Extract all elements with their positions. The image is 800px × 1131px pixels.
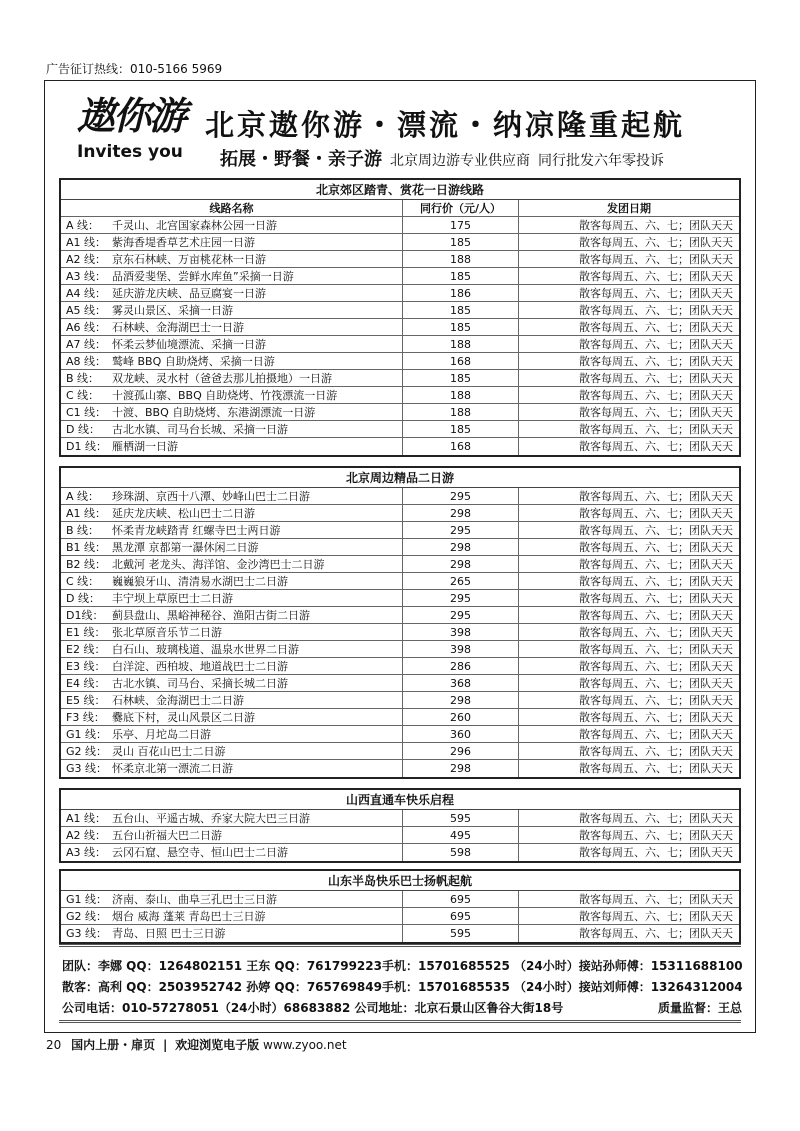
route-row bbox=[61, 827, 739, 844]
route-dates: 散客每周五、六、七；团队天天 bbox=[579, 711, 733, 724]
tagline-supplier: 北京周边游专业供应商 bbox=[390, 153, 530, 169]
contact-company bbox=[62, 998, 742, 1019]
route-cell bbox=[61, 370, 403, 386]
page-headline: 北京遨你游・漂流・纳凉隆重起航 bbox=[205, 108, 686, 142]
route-code: A8 线： bbox=[66, 355, 107, 368]
route-code: G3 线： bbox=[66, 927, 108, 940]
route-row bbox=[61, 251, 739, 268]
route-row bbox=[61, 556, 739, 573]
route-row bbox=[61, 488, 739, 505]
route-price: 188 bbox=[403, 336, 519, 352]
route-cell bbox=[61, 217, 403, 233]
route-price: 298 bbox=[403, 539, 519, 555]
section-shanxi bbox=[59, 788, 741, 863]
route-code: G1 线： bbox=[66, 728, 108, 741]
route-dates: 散客每周五、六、七；团队天天 bbox=[579, 910, 733, 923]
route-dates: 散客每周五、六、七；团队天天 bbox=[579, 643, 733, 656]
route-dates: 散客每周五、六、七；团队天天 bbox=[579, 304, 733, 317]
route-dates: 散客每周五、六、七；团队天天 bbox=[579, 829, 733, 842]
route-code: A6 线： bbox=[66, 321, 107, 334]
route-price: 595 bbox=[403, 925, 519, 942]
contact-individual: 散客：高利 QQ：2503952742 孙婷 QQ：765769849手机：15701685535 （24小时）接站刘师傅：13264312004 bbox=[62, 980, 743, 994]
route-name: 云冈石窟、悬空寺、恒山巴士二日游 bbox=[112, 846, 288, 859]
route-price: 695 bbox=[403, 908, 519, 924]
route-code: E2 线： bbox=[66, 643, 106, 656]
section-title: 山东半岛快乐巴士扬帆起航 bbox=[61, 871, 739, 891]
route-name: 千灵山、北宫国家森林公园一日游 bbox=[112, 219, 277, 232]
route-price: 185 bbox=[403, 370, 519, 386]
route-price: 188 bbox=[403, 387, 519, 403]
footer-section: 国内上册・扉页 bbox=[71, 1038, 156, 1052]
section-title: 山西直通车快乐启程 bbox=[61, 790, 739, 810]
route-name: 石林峡、金海湖巴士二日游 bbox=[112, 694, 244, 707]
route-row bbox=[61, 675, 739, 692]
route-code: A 线： bbox=[66, 490, 100, 503]
route-dates: 散客每周五、六、七；团队天天 bbox=[579, 660, 733, 673]
route-price: 295 bbox=[403, 488, 519, 504]
footer-url[interactable]: www.zyoo.net bbox=[263, 1038, 347, 1052]
route-price: 295 bbox=[403, 522, 519, 538]
route-price: 298 bbox=[403, 760, 519, 777]
route-dates: 散客每周五、六、七；团队天天 bbox=[579, 694, 733, 707]
route-code: B1 线： bbox=[66, 541, 107, 554]
section-title: 北京周边精品二日游 bbox=[61, 468, 739, 488]
route-row bbox=[61, 302, 739, 319]
route-price: 295 bbox=[403, 590, 519, 606]
route-cell bbox=[61, 488, 403, 504]
route-price: 695 bbox=[403, 891, 519, 907]
route-row bbox=[61, 268, 739, 285]
route-cell bbox=[61, 251, 403, 267]
route-code: B 线： bbox=[66, 372, 100, 385]
route-price: 175 bbox=[403, 217, 519, 233]
route-name: 延庆龙庆峡、松山巴士二日游 bbox=[112, 507, 255, 520]
route-price: 265 bbox=[403, 573, 519, 589]
route-price: 398 bbox=[403, 624, 519, 640]
quality-supervisor: 质量监督：王总 bbox=[657, 1001, 742, 1015]
route-code: D 线： bbox=[66, 592, 100, 605]
route-price: 185 bbox=[403, 302, 519, 318]
route-price: 168 bbox=[403, 353, 519, 369]
route-name: 京东石林峡、万亩桃花林一日游 bbox=[112, 253, 266, 266]
brand-logo bbox=[77, 93, 197, 172]
route-dates: 散客每周五、六、七；团队天天 bbox=[579, 338, 733, 351]
route-row bbox=[61, 387, 739, 404]
route-price: 295 bbox=[403, 607, 519, 623]
route-cell bbox=[61, 844, 403, 861]
route-row bbox=[61, 709, 739, 726]
route-row bbox=[61, 726, 739, 743]
section-day-trips bbox=[59, 178, 741, 457]
route-cell bbox=[61, 908, 403, 924]
route-dates: 散客每周五、六、七；团队天天 bbox=[579, 541, 733, 554]
route-cell bbox=[61, 336, 403, 352]
route-cell bbox=[61, 353, 403, 369]
route-price: 186 bbox=[403, 285, 519, 301]
route-code: A4 线： bbox=[66, 287, 107, 300]
route-dates: 散客每周五、六、七；团队天天 bbox=[579, 609, 733, 622]
divider bbox=[59, 944, 741, 947]
route-row bbox=[61, 522, 739, 539]
route-name: 烟台 威海 蓬莱 青岛巴士三日游 bbox=[112, 910, 266, 923]
column-dates: 发团日期 bbox=[607, 202, 651, 215]
route-dates: 散客每周五、六、七；团队天天 bbox=[579, 287, 733, 300]
route-name: 雁栖湖一日游 bbox=[112, 440, 178, 453]
route-code: E3 线： bbox=[66, 660, 106, 673]
route-price: 360 bbox=[403, 726, 519, 742]
route-code: E1 线： bbox=[66, 626, 106, 639]
route-dates: 散客每周五、六、七；团队天天 bbox=[579, 893, 733, 906]
route-name: 延庆游龙庆峡、品豆腐宴一日游 bbox=[112, 287, 266, 300]
tagline bbox=[220, 145, 664, 171]
route-row bbox=[61, 234, 739, 251]
route-dates: 散客每周五、六、七；团队天天 bbox=[579, 558, 733, 571]
route-price: 495 bbox=[403, 827, 519, 843]
route-row bbox=[61, 743, 739, 760]
route-name: 雾灵山景区、采摘一日游 bbox=[112, 304, 233, 317]
route-code: C 线： bbox=[66, 389, 100, 402]
route-cell bbox=[61, 556, 403, 572]
route-name: 古北水镇、司马台长城、采摘一日游 bbox=[112, 423, 288, 436]
route-row bbox=[61, 421, 739, 438]
route-row bbox=[61, 370, 739, 387]
route-row bbox=[61, 353, 739, 370]
route-row bbox=[61, 624, 739, 641]
route-cell bbox=[61, 505, 403, 521]
route-dates: 散客每周五、六、七；团队天天 bbox=[579, 592, 733, 605]
route-name: 张北草原音乐节二日游 bbox=[112, 626, 222, 639]
route-row bbox=[61, 925, 739, 942]
route-price: 286 bbox=[403, 658, 519, 674]
route-price: 298 bbox=[403, 692, 519, 708]
route-price: 398 bbox=[403, 641, 519, 657]
route-dates: 散客每周五、六、七；团队天天 bbox=[579, 846, 733, 859]
route-row bbox=[61, 438, 739, 455]
column-route: 线路名称 bbox=[61, 200, 403, 216]
route-price: 168 bbox=[403, 438, 519, 455]
route-dates: 散客每周五、六、七；团队天天 bbox=[579, 507, 733, 520]
route-cell bbox=[61, 268, 403, 284]
page-footer bbox=[46, 1036, 347, 1053]
route-dates: 散客每周五、六、七；团队天天 bbox=[579, 626, 733, 639]
section-two-day-trips bbox=[59, 466, 741, 779]
route-dates: 散客每周五、六、七；团队天天 bbox=[579, 745, 733, 758]
route-cell bbox=[61, 658, 403, 674]
route-price: 260 bbox=[403, 709, 519, 725]
route-price: 298 bbox=[403, 505, 519, 521]
route-price: 298 bbox=[403, 556, 519, 572]
route-cell bbox=[61, 387, 403, 403]
ad-hotline: 广告征订热线：010-5166 5969 bbox=[46, 62, 223, 76]
route-code: A3 线： bbox=[66, 270, 107, 283]
route-price: 185 bbox=[403, 234, 519, 250]
route-name: 十渡、BBQ 自助烧烤、东港湖漂流一日游 bbox=[112, 406, 316, 419]
route-code: A1 线： bbox=[66, 236, 107, 249]
route-cell bbox=[61, 675, 403, 691]
route-name: 珍珠湖、京西十八潭、妙峰山巴士二日游 bbox=[112, 490, 310, 503]
route-dates: 散客每周五、六、七；团队天天 bbox=[579, 490, 733, 503]
route-row bbox=[61, 607, 739, 624]
route-dates: 散客每周五、六、七；团队天天 bbox=[579, 236, 733, 249]
route-cell bbox=[61, 827, 403, 843]
route-dates: 散客每周五、六、七；团队天天 bbox=[579, 677, 733, 690]
route-dates: 散客每周五、六、七；团队天天 bbox=[579, 440, 733, 453]
route-cell bbox=[61, 438, 403, 455]
route-name: 鹫峰 BBQ 自助烧烤、采摘一日游 bbox=[112, 355, 275, 368]
route-name: 济南、泰山、曲阜三孔巴士三日游 bbox=[112, 893, 277, 906]
route-name: 古北水镇、司马台、采摘长城二日游 bbox=[112, 677, 288, 690]
route-name: 五台山祈福大巴二日游 bbox=[112, 829, 222, 842]
route-dates: 散客每周五、六、七；团队天天 bbox=[579, 812, 733, 825]
section-shandong bbox=[59, 869, 741, 944]
route-row bbox=[61, 844, 739, 861]
route-dates: 散客每周五、六、七；团队天天 bbox=[579, 321, 733, 334]
route-code: A2 线： bbox=[66, 829, 107, 842]
route-row bbox=[61, 505, 739, 522]
route-dates: 散客每周五、六、七；团队天天 bbox=[579, 219, 733, 232]
route-row bbox=[61, 891, 739, 908]
route-name: 怀柔京北第一漂流二日游 bbox=[112, 762, 233, 775]
logo-english: Invites you bbox=[77, 142, 183, 162]
company-phone-address: 公司电话：010-57278051（24小时）68683882 公司地址：北京石景山区鲁谷大街18号 bbox=[62, 1001, 564, 1015]
route-name: 紫海香堤香草艺术庄园一日游 bbox=[112, 236, 255, 249]
route-code: C1 线： bbox=[66, 406, 107, 419]
route-cell bbox=[61, 810, 403, 826]
route-name: 乐亭、月坨岛二日游 bbox=[112, 728, 211, 741]
route-row bbox=[61, 336, 739, 353]
route-code: A7 线： bbox=[66, 338, 107, 351]
route-row bbox=[61, 760, 739, 777]
route-cell bbox=[61, 692, 403, 708]
route-name: 巍巍狼牙山、清清易水湖巴士二日游 bbox=[112, 575, 288, 588]
route-cell bbox=[61, 522, 403, 538]
route-code: A2 线： bbox=[66, 253, 107, 266]
route-row bbox=[61, 590, 739, 607]
route-row bbox=[61, 641, 739, 658]
column-header-row bbox=[61, 200, 739, 217]
route-price: 188 bbox=[403, 251, 519, 267]
route-name: 蓟县盘山、黑峪神秘谷、渔阳古街二日游 bbox=[112, 609, 310, 622]
route-name: 黑龙潭 京都第一瀑休闲二日游 bbox=[112, 541, 259, 554]
route-name: 白石山、玻璃栈道、温泉水世界二日游 bbox=[112, 643, 299, 656]
route-cell bbox=[61, 539, 403, 555]
route-row bbox=[61, 810, 739, 827]
route-cell bbox=[61, 760, 403, 777]
route-code: D1 线： bbox=[66, 440, 107, 453]
route-cell bbox=[61, 590, 403, 606]
route-code: D1线： bbox=[66, 609, 104, 622]
route-code: B 线： bbox=[66, 524, 100, 537]
route-dates: 散客每周五、六、七；团队天天 bbox=[579, 423, 733, 436]
contact-team: 团队：李娜 QQ：1264802151 王东 QQ：761799223手机：15701685525 （24小时）接站孙师傅：15311688100 bbox=[62, 959, 743, 973]
route-row bbox=[61, 539, 739, 556]
route-cell bbox=[61, 925, 403, 942]
route-dates: 散客每周五、六、七；团队天天 bbox=[579, 406, 733, 419]
route-dates: 散客每周五、六、七；团队天天 bbox=[579, 389, 733, 402]
route-dates: 散客每周五、六、七；团队天天 bbox=[579, 575, 733, 588]
route-name: 十渡孤山寨、BBQ 自助烧烤、竹筏漂流一日游 bbox=[112, 389, 338, 402]
route-code: D 线： bbox=[66, 423, 100, 436]
route-code: G3 线： bbox=[66, 762, 108, 775]
route-price: 185 bbox=[403, 319, 519, 335]
route-price: 188 bbox=[403, 404, 519, 420]
route-row bbox=[61, 658, 739, 675]
route-name: 怀柔云梦仙境漂流、采摘一日游 bbox=[112, 338, 266, 351]
route-cell bbox=[61, 891, 403, 907]
route-dates: 散客每周五、六、七；团队天天 bbox=[579, 728, 733, 741]
route-cell bbox=[61, 285, 403, 301]
page-number: 20 bbox=[46, 1038, 62, 1052]
route-dates: 散客每周五、六、七；团队天天 bbox=[579, 524, 733, 537]
route-cell bbox=[61, 641, 403, 657]
route-price: 185 bbox=[403, 268, 519, 284]
route-price: 595 bbox=[403, 810, 519, 826]
route-code: G2 线： bbox=[66, 745, 108, 758]
route-cell bbox=[61, 319, 403, 335]
column-price: 同行价（元/人） bbox=[403, 200, 519, 216]
route-name: 灵山 百花山巴士二日游 bbox=[112, 745, 226, 758]
route-row bbox=[61, 692, 739, 709]
route-dates: 散客每周五、六、七；团队天天 bbox=[579, 762, 733, 775]
route-cell bbox=[61, 404, 403, 420]
route-dates: 散客每周五、六、七；团队天天 bbox=[579, 355, 733, 368]
route-name: 品酒爱斐堡、尝鲜水库鱼”采摘一日游 bbox=[112, 270, 294, 283]
route-cell bbox=[61, 726, 403, 742]
route-price: 368 bbox=[403, 675, 519, 691]
route-row bbox=[61, 319, 739, 336]
route-cell bbox=[61, 234, 403, 250]
tagline-experience: 同行批发六年零投诉 bbox=[538, 153, 664, 169]
route-row bbox=[61, 404, 739, 421]
section-title: 北京郊区踏青、赏花一日游线路 bbox=[61, 180, 739, 200]
route-cell bbox=[61, 624, 403, 640]
route-name: 双龙峡、灵水村（爸爸去那儿拍摄地）一日游 bbox=[112, 372, 332, 385]
route-name: 白洋淀、西柏坡、地道战巴士二日游 bbox=[112, 660, 288, 673]
route-code: C 线： bbox=[66, 575, 100, 588]
route-row bbox=[61, 285, 739, 302]
contact-info bbox=[62, 956, 742, 1019]
route-dates: 散客每周五、六、七；团队天天 bbox=[579, 253, 733, 266]
route-dates: 散客每周五、六、七；团队天天 bbox=[579, 270, 733, 283]
route-row bbox=[61, 908, 739, 925]
route-code: E5 线： bbox=[66, 694, 106, 707]
route-cell bbox=[61, 607, 403, 623]
route-dates: 散客每周五、六、七；团队天天 bbox=[579, 927, 733, 940]
route-code: B2 线： bbox=[66, 558, 107, 571]
route-code: G1 线： bbox=[66, 893, 108, 906]
route-code: A 线： bbox=[66, 219, 100, 232]
route-price: 296 bbox=[403, 743, 519, 759]
divider bbox=[59, 1020, 741, 1023]
route-code: A3 线： bbox=[66, 846, 107, 859]
route-name: 石林峡、金海湖巴士一日游 bbox=[112, 321, 244, 334]
route-code: A1 线： bbox=[66, 812, 107, 825]
route-code: E4 线： bbox=[66, 677, 106, 690]
route-cell bbox=[61, 743, 403, 759]
route-name: 五台山、平遥古城、乔家大院大巴三日游 bbox=[112, 812, 310, 825]
route-code: G2 线： bbox=[66, 910, 108, 923]
route-name: 丰宁坝上草原巴士二日游 bbox=[112, 592, 233, 605]
footer-browse: 欢迎浏览电子版 bbox=[175, 1038, 260, 1052]
route-row bbox=[61, 573, 739, 590]
route-code: F3 线： bbox=[66, 711, 105, 724]
route-dates: 散客每周五、六、七；团队天天 bbox=[579, 372, 733, 385]
route-row bbox=[61, 217, 739, 234]
route-cell bbox=[61, 421, 403, 437]
route-code: A5 线： bbox=[66, 304, 107, 317]
route-name: 怀柔青龙峡踏青 红螺寺巴士两日游 bbox=[112, 524, 281, 537]
route-cell bbox=[61, 573, 403, 589]
route-name: 青岛、日照 巴士三日游 bbox=[112, 927, 226, 940]
route-name: 北戴河 老龙头、海洋馆、金沙湾巴士二日游 bbox=[112, 558, 325, 571]
route-code: A1 线： bbox=[66, 507, 107, 520]
route-price: 598 bbox=[403, 844, 519, 861]
logo-chinese: 遨你游 bbox=[77, 93, 186, 138]
route-cell bbox=[61, 302, 403, 318]
route-cell bbox=[61, 709, 403, 725]
tagline-activities: 拓展・野餐・亲子游 bbox=[220, 149, 382, 170]
route-price: 185 bbox=[403, 421, 519, 437]
footer-separator: | bbox=[162, 1038, 168, 1052]
route-name: 爨底下村，灵山风景区二日游 bbox=[112, 711, 255, 724]
